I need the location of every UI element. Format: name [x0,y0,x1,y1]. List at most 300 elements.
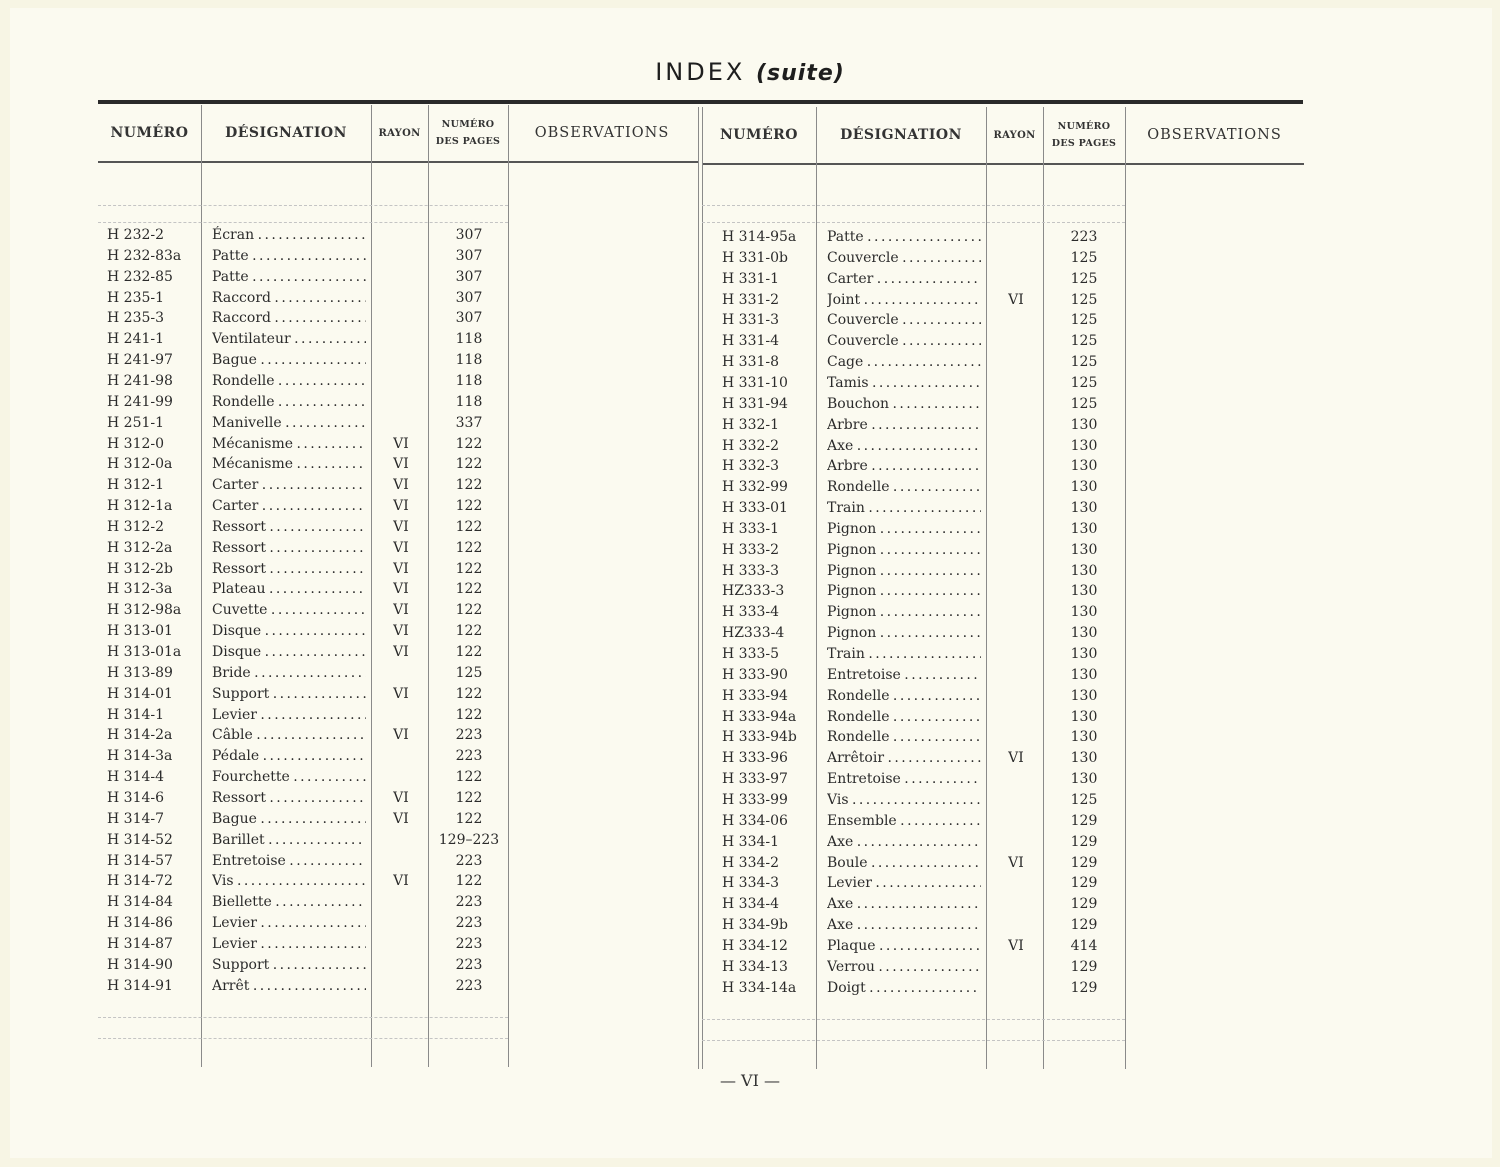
designation: Patte . . . [212,246,366,267]
column-divider [702,107,703,1069]
table-row [713,415,1133,436]
header-pages-line1: NUMÉRO [1057,121,1111,132]
row-separator [702,222,1125,223]
designation: Axe . . . [827,436,981,457]
table-row [98,621,518,642]
header-observations: OBSERVATIONS [1147,127,1282,143]
part-number: H 314-6 [107,789,165,806]
designation: Rondelle . . . [212,392,366,413]
page-number: 129 [1070,833,1098,850]
designation: Cuvette . . . [212,600,366,621]
page-number: 118 [455,352,483,369]
designation: Raccord . . . [212,308,366,329]
part-number: H 313-89 [107,664,173,681]
page-number: 122 [455,685,483,702]
page-number: 122 [455,560,483,577]
part-number: H 331-10 [722,374,788,391]
designation: Support . . . [212,955,366,976]
page-number: 130 [1070,458,1098,475]
part-number: H 333-94a [722,708,797,725]
designation: Axe . . . [827,894,981,915]
part-number: H 241-1 [107,331,165,348]
page-number: 122 [455,789,483,806]
page-number: 125 [455,664,483,681]
part-number: H 332-99 [722,479,788,496]
rayon: VI [393,873,409,890]
designation: Levier . . . [212,913,366,934]
part-number: H 314-3a [107,748,173,765]
part-number: H 333-94 [722,687,788,704]
table-row [713,269,1133,290]
table-row [713,477,1133,498]
page-number: 122 [455,602,483,619]
designation: Carter . . . [212,496,366,517]
designation: Levier . . . [827,873,981,894]
part-number: H 331-0b [722,249,788,266]
designation: Ressort . . . [212,788,366,809]
rayon: VI [1008,937,1024,954]
table-row [713,707,1133,728]
page-number: 129–223 [438,831,500,848]
page-number: 122 [455,498,483,515]
table-row [713,915,1133,936]
designation: Entretoise . . . [827,665,981,686]
part-number: H 331-4 [722,333,780,350]
designation: Mécanisme . . . [212,454,366,475]
part-number: H 232-2 [107,227,165,243]
part-number: HZ333-3 [722,583,785,600]
part-number: H 235-3 [107,310,165,327]
table-header [702,107,1304,165]
table-row [713,936,1133,957]
table-row [98,267,518,288]
designation: Tamis . . . [827,373,981,394]
part-number: H 333-97 [722,771,788,788]
part-number: H 235-1 [107,289,165,306]
part-number: H 312-3a [107,581,173,598]
page-number: 125 [1070,270,1098,287]
designation: Ressort . . . [212,559,366,580]
page-number: 129 [1070,917,1098,934]
table-header [98,105,698,163]
rayon: VI [1008,291,1024,308]
part-number: H 334-13 [722,958,788,975]
page-number: 130 [1070,500,1098,517]
table-row [98,517,518,538]
table-row [98,871,518,892]
part-number: H 241-97 [107,352,173,369]
rayon: VI [393,477,409,494]
designation: Train . . . [827,498,981,519]
designation: Carter . . . [827,269,981,290]
part-number: H 314-1 [107,706,165,723]
table-row [713,748,1133,769]
table-row [98,579,518,600]
rayon: VI [393,789,409,806]
page-number: 307 [455,227,483,243]
page-number: 130 [1070,416,1098,433]
page-number: 337 [455,414,483,431]
part-number: H 333-5 [722,646,780,662]
page-number: 125 [1070,374,1098,391]
table-row [713,227,1133,248]
page-number: 118 [455,331,483,348]
designation: Bouchon . . . [827,394,981,415]
designation: Pignon . . . [827,623,981,644]
part-number: H 334-1 [722,833,780,850]
page-number: 129 [1070,979,1098,996]
page-number: 130 [1070,583,1098,600]
part-number: H 314-2a [107,727,173,744]
page-number: 223 [455,956,483,973]
header-pages-line2: DES PAGES [435,136,501,147]
designation: Pignon . . . [827,602,981,623]
rayon: VI [393,539,409,556]
designation: Mécanisme . . . [212,434,366,455]
page-number: 125 [1070,395,1098,412]
designation: Raccord . . . [212,288,366,309]
page-number: 307 [455,310,483,327]
part-number: H 241-98 [107,372,173,389]
header-pages [428,105,508,161]
rayon: VI [393,456,409,473]
table-row [98,538,518,559]
page-number: 129 [1070,812,1098,829]
designation: Plaque . . . [827,936,981,957]
part-number: H 232-83a [107,247,182,264]
page-number: 125 [1070,291,1098,308]
part-number: H 313-01a [107,644,182,660]
rayon: VI [1008,750,1024,767]
table-row [713,686,1133,707]
part-number: H 241-99 [107,393,173,410]
part-number: H 332-2 [722,437,780,454]
page-number: 130 [1070,479,1098,496]
page-number: 307 [455,247,483,264]
rayon: VI [393,498,409,515]
part-number: H 334-12 [722,937,788,954]
part-number: H 312-2 [107,518,165,535]
page-number: 130 [1070,520,1098,537]
part-number: H 333-4 [722,604,780,621]
table-row [98,642,518,663]
part-number: H 331-2 [722,291,780,308]
part-number: H 314-57 [107,852,173,869]
page-number: 122 [455,477,483,494]
part-number: H 333-99 [722,791,788,808]
designation: Arbre . . . [827,456,981,477]
table-row [713,540,1133,561]
part-number: H 334-2 [722,854,780,871]
table-row [98,809,518,830]
part-number: H 232-85 [107,268,173,285]
title-subtitle: (suite) [755,61,845,86]
table-row [713,310,1133,331]
page-number: 125 [1070,354,1098,371]
page-number: 129 [1070,875,1098,892]
table-row [98,746,518,767]
page-number: 125 [1070,333,1098,350]
part-number: H 312-0a [107,456,173,473]
rayon: VI [393,623,409,640]
rayon: VI [393,581,409,598]
designation: Rondelle . . . [827,707,981,728]
table-row [98,955,518,976]
designation: Arrêtoir . . . [827,748,981,769]
designation: Pédale . . . [212,746,366,767]
table-row [98,371,518,392]
page-number: 223 [455,727,483,744]
part-number: H 334-14a [722,979,797,996]
table-row [713,623,1133,644]
rayon: VI [393,602,409,619]
page-number: 130 [1070,771,1098,788]
table-row [713,561,1133,582]
page-number: 130 [1070,604,1098,621]
designation: Arrêt . . . [212,976,366,997]
table-row [98,892,518,913]
rayon: VI [393,560,409,577]
page-number: 118 [455,393,483,410]
page-number: 223 [455,894,483,911]
part-number: H 332-3 [722,458,780,475]
page-number: 130 [1070,687,1098,704]
page-number: 122 [455,644,483,660]
table-row [98,454,518,475]
part-number: H 334-4 [722,896,780,913]
part-number: H 333-94b [722,729,797,746]
table-row [98,600,518,621]
page-number: 130 [1070,729,1098,746]
page-number: 122 [455,581,483,598]
index-table-right [702,107,1304,1069]
part-number: H 312-1a [107,498,173,515]
table-row [98,934,518,955]
designation: Levier . . . [212,705,366,726]
designation: Cage . . . [827,352,981,373]
rayon: VI [393,435,409,452]
header-designation: DÉSIGNATION [225,125,347,141]
table-row [713,456,1133,477]
table-row [98,830,518,851]
part-number: H 312-1 [107,477,165,494]
rayon: VI [393,644,409,660]
table-row [98,913,518,934]
part-number: H 333-3 [722,562,780,579]
designation: Couvercle . . . [827,310,981,331]
designation: Boule . . . [827,853,981,874]
row-separator [98,222,508,223]
designation: Rondelle . . . [827,477,981,498]
header-pages [1043,107,1125,163]
header-observations: OBSERVATIONS [534,125,670,141]
page-number: 125 [1070,312,1098,329]
page-number: 130 [1070,625,1098,642]
designation: Entretoise . . . [212,851,366,872]
table-row [98,413,518,434]
designation: Vis . . . [212,871,366,892]
table-row [713,644,1133,665]
rayon: VI [1008,854,1024,871]
part-number: H 331-1 [722,270,780,287]
table-row [98,851,518,872]
header-numero: NUMÉRO [719,127,798,143]
part-number: H 314-4 [107,769,165,786]
part-number: H 333-90 [722,666,788,683]
part-number: H 314-84 [107,894,173,911]
table-row [713,853,1133,874]
table-row [713,602,1133,623]
table-row [713,373,1133,394]
part-number: H 333-2 [722,541,780,558]
table-row [713,581,1133,602]
page-footer: — VI — [719,1071,781,1090]
rayon: VI [393,810,409,827]
part-number: H 332-1 [722,416,780,433]
page-number: 122 [455,706,483,723]
page-number: 122 [455,873,483,890]
rayon: VI [393,685,409,702]
table-row [713,873,1133,894]
page-title [0,58,1500,86]
table-row [713,790,1133,811]
page-number: 129 [1070,896,1098,913]
page-number: 129 [1070,958,1098,975]
part-number: H 334-06 [722,812,788,829]
designation: Joint . . . [827,290,981,311]
designation: Patte . . . [827,227,981,248]
table-row [713,727,1133,748]
designation: Levier . . . [212,934,366,955]
header-designation: DÉSIGNATION [840,127,962,143]
row-separator [702,205,1125,206]
table-row [713,331,1133,352]
part-number: H 331-3 [722,312,780,329]
designation: Disque . . . [212,621,366,642]
page-number: 130 [1070,437,1098,454]
title-main: INDEX [655,58,746,86]
designation: Rondelle . . . [827,686,981,707]
table-row [713,519,1133,540]
row-separator [702,1040,1125,1041]
designation: Bride . . . [212,663,366,684]
table-row [98,350,518,371]
part-number: H 312-98a [107,602,182,619]
part-number: H 333-96 [722,750,788,767]
designation: Manivelle . . . [212,413,366,434]
page-number: 223 [455,935,483,952]
designation: Biellette . . . [212,892,366,913]
part-number: H 334-9b [722,917,788,934]
designation: Train . . . [827,644,981,665]
table-row [713,769,1133,790]
table-row [98,434,518,455]
table-row [713,498,1133,519]
page-number: 223 [455,748,483,765]
designation: Barillet . . . [212,830,366,851]
table-row [98,225,518,246]
designation: Ressort . . . [212,538,366,559]
designation: Rondelle . . . [827,727,981,748]
designation: Axe . . . [827,915,981,936]
designation: Ventilateur . . . [212,329,366,350]
designation: Pignon . . . [827,581,981,602]
table-row [98,663,518,684]
designation: Verrou . . . [827,957,981,978]
table-row [713,811,1133,832]
part-number: H 251-1 [107,414,165,431]
part-number: HZ333-4 [722,625,785,642]
page-number: 130 [1070,646,1098,662]
page-number: 122 [455,435,483,452]
page-number: 414 [1070,937,1098,954]
designation: Bague . . . [212,350,366,371]
page-number: 130 [1070,708,1098,725]
page-number: 307 [455,268,483,285]
table-row [713,436,1133,457]
page-number: 223 [455,915,483,932]
page-number: 129 [1070,854,1098,871]
part-number: H 333-01 [722,500,788,517]
table-row [713,290,1133,311]
table-row [713,832,1133,853]
part-number: H 331-94 [722,395,788,412]
table-row [98,288,518,309]
part-number: H 314-95a [722,229,797,245]
designation: Vis . . . [827,790,981,811]
row-separator [98,1017,508,1018]
page-number: 223 [455,852,483,869]
part-number: H 333-1 [722,520,780,537]
designation: Couvercle . . . [827,248,981,269]
page-number: 130 [1070,666,1098,683]
part-number: H 314-87 [107,935,173,952]
designation: Disque . . . [212,642,366,663]
designation: Ressort . . . [212,517,366,538]
table-row [713,894,1133,915]
table-row [713,248,1133,269]
index-table-left [98,105,698,1067]
table-row [98,767,518,788]
row-separator [702,1019,1125,1020]
top-rule [98,100,1303,104]
table-row [98,475,518,496]
part-number: H 313-01 [107,623,173,640]
part-number: H 312-2a [107,539,173,556]
table-row [98,246,518,267]
designation: Entretoise . . . [827,769,981,790]
table-row [98,308,518,329]
header-numero: NUMÉRO [110,125,189,141]
table-row [98,705,518,726]
row-separator [98,1038,508,1039]
part-number: H 312-2b [107,560,173,577]
page-number: 122 [455,623,483,640]
designation: Rondelle . . . [212,371,366,392]
designation: Patte . . . [212,267,366,288]
page-number: 122 [455,769,483,786]
column-divider [698,107,699,1069]
table-row [98,496,518,517]
table-row [98,684,518,705]
part-number: H 314-86 [107,915,173,932]
table-row [98,329,518,350]
page-number: 130 [1070,750,1098,767]
table-row [98,559,518,580]
table-row [713,665,1133,686]
page-number: 122 [455,539,483,556]
part-number: H 314-52 [107,831,173,848]
